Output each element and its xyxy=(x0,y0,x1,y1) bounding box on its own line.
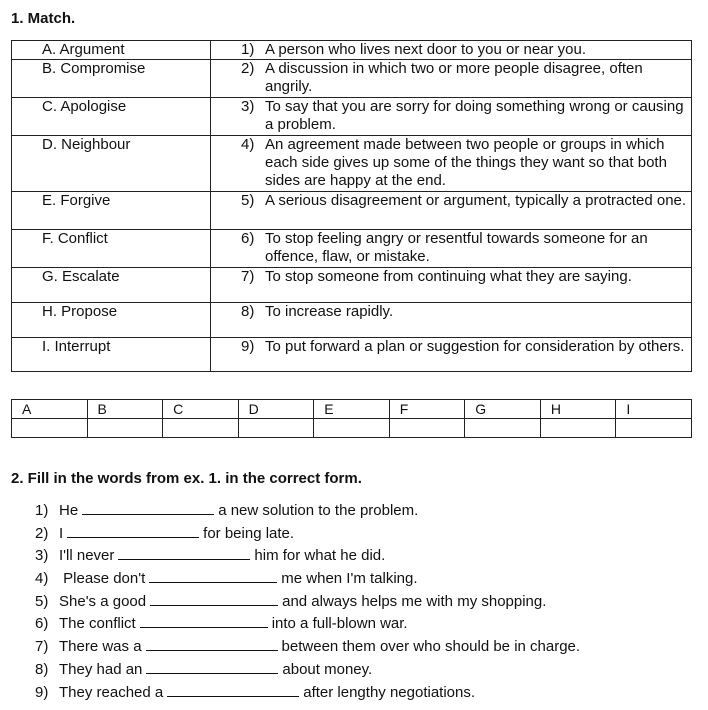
blank-line[interactable] xyxy=(118,545,250,560)
match-definition: 6) To stop feeling angry or resentful towards someone for an offence, flaw, or mistake. xyxy=(211,230,692,268)
sentence-end: for being late. xyxy=(203,524,295,542)
blank-line[interactable] xyxy=(146,659,278,674)
fill-sentence xyxy=(35,591,695,614)
match-word: A. Argument xyxy=(12,41,211,60)
answer-cell[interactable] xyxy=(465,419,541,438)
blank-line[interactable] xyxy=(167,682,299,697)
match-definition: 1) A person who lives next door to you or near you. xyxy=(211,41,692,60)
fill-sentence xyxy=(35,613,695,636)
answer-grid-blank-row xyxy=(12,419,692,438)
answer-cell[interactable] xyxy=(238,419,314,438)
answer-cell[interactable] xyxy=(163,419,239,438)
sentence-number: 8) xyxy=(35,660,49,678)
sentence-number: 3) xyxy=(35,547,49,565)
answer-header: D xyxy=(238,400,314,419)
match-row xyxy=(12,268,692,303)
match-word: G. Escalate xyxy=(12,268,211,303)
match-row xyxy=(12,192,692,230)
fill-in-list xyxy=(35,500,695,704)
sentence-start: They reached a xyxy=(59,683,164,701)
answer-header: B xyxy=(87,400,163,419)
sentence-end: between them over who should be in charge. xyxy=(281,638,581,656)
sentence-number: 2) xyxy=(35,524,49,542)
sentence-end: about money. xyxy=(282,660,373,678)
match-row xyxy=(12,41,692,60)
fill-sentence xyxy=(35,682,695,705)
match-definition: 2) A discussion in which two or more people disagree, often angrily. xyxy=(211,60,692,98)
match-table xyxy=(11,40,692,372)
answer-header: H xyxy=(540,400,616,419)
answer-grid-header-row xyxy=(12,400,692,419)
answer-cell[interactable] xyxy=(540,419,616,438)
sentence-end: after lengthy negotiations. xyxy=(303,683,476,701)
match-word: C. Apologise xyxy=(12,98,211,136)
match-word: I. Interrupt xyxy=(12,338,211,372)
exercise-2-heading: 2. Fill in the words from ex. 1. in the correct form. xyxy=(11,470,362,487)
answer-cell[interactable] xyxy=(12,419,88,438)
sentence-end: into a full-blown war. xyxy=(271,615,408,633)
match-word: F. Conflict xyxy=(12,230,211,268)
sentence-start: He xyxy=(59,502,79,519)
match-definition: 7) To stop someone from continuing what they are saying. xyxy=(211,268,692,303)
match-row xyxy=(12,136,692,192)
sentence-number: 1) xyxy=(35,502,49,519)
answer-header: G xyxy=(465,400,541,419)
blank-line[interactable] xyxy=(149,568,277,583)
match-definition: 5) A serious disagreement or argument, typically a protracted one. xyxy=(211,192,692,230)
answer-header: E xyxy=(314,400,390,419)
sentence-start: The conflict xyxy=(59,615,136,633)
sentence-number: 9) xyxy=(35,683,49,701)
answer-grid xyxy=(11,399,692,438)
answer-header: I xyxy=(616,400,692,419)
sentence-start: Please don't xyxy=(59,570,146,588)
sentence-number: 6) xyxy=(35,615,49,633)
match-word: E. Forgive xyxy=(12,192,211,230)
answer-cell[interactable] xyxy=(389,419,465,438)
match-row xyxy=(12,60,692,98)
blank-line[interactable] xyxy=(67,523,199,538)
sentence-start: There was a xyxy=(59,638,142,656)
match-row xyxy=(12,303,692,338)
match-definition: 3) To say that you are sorry for doing something wrong or causing a problem. xyxy=(211,98,692,136)
fill-sentence xyxy=(35,523,695,546)
match-row xyxy=(12,338,692,372)
sentence-start: They had an xyxy=(59,660,143,678)
match-definition: 4) An agreement made between two people or groups in which each side gives up some of the things they want so that both sides are happy at the end. xyxy=(211,136,692,192)
fill-sentence xyxy=(35,500,695,523)
blank-line[interactable] xyxy=(150,591,278,606)
exercise-1-heading: 1. Match. xyxy=(11,10,76,27)
sentence-number: 4) xyxy=(35,570,49,588)
match-definition: 9) To put forward a plan or suggestion for consideration by others. xyxy=(211,338,692,372)
sentence-number: 7) xyxy=(35,638,49,656)
sentence-end: and always helps me with my shopping. xyxy=(282,592,547,610)
match-word: B. Compromise xyxy=(12,60,211,98)
match-word: H. Propose xyxy=(12,303,211,338)
answer-cell[interactable] xyxy=(87,419,163,438)
blank-line[interactable] xyxy=(146,636,278,651)
blank-line[interactable] xyxy=(140,613,268,628)
match-definition: 8) To increase rapidly. xyxy=(211,303,692,338)
match-word: D. Neighbour xyxy=(12,136,211,192)
answer-header: C xyxy=(163,400,239,419)
sentence-start: I'll never xyxy=(59,547,115,565)
match-row xyxy=(12,230,692,268)
sentence-end: me when I'm talking. xyxy=(281,570,418,588)
sentence-number: 5) xyxy=(35,592,49,610)
answer-cell[interactable] xyxy=(314,419,390,438)
sentence-end: a new solution to the problem. xyxy=(218,502,419,519)
fill-sentence xyxy=(35,568,695,591)
match-row xyxy=(12,98,692,136)
answer-cell[interactable] xyxy=(616,419,692,438)
blank-line[interactable] xyxy=(82,500,214,515)
sentence-start: She's a good xyxy=(59,592,147,610)
answer-header: A xyxy=(12,400,88,419)
fill-sentence xyxy=(35,636,695,659)
answer-header: F xyxy=(389,400,465,419)
sentence-start: I xyxy=(59,524,64,542)
fill-sentence xyxy=(35,659,695,682)
fill-sentence xyxy=(35,545,695,568)
sentence-end: him for what he did. xyxy=(254,547,386,565)
